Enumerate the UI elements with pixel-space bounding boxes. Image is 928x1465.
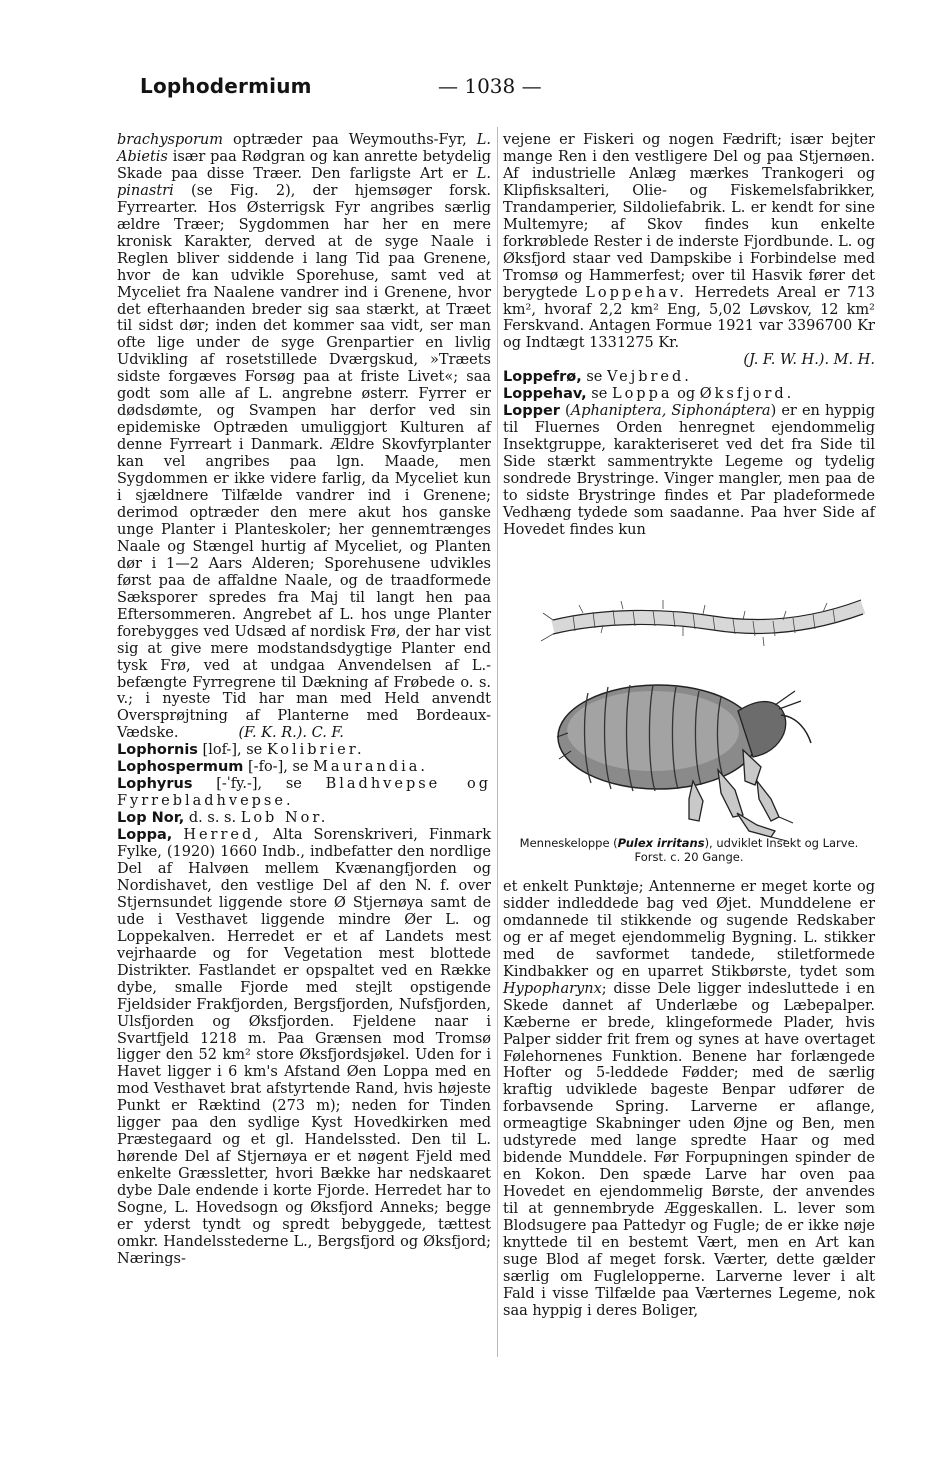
headword: Loppehav,	[503, 386, 587, 403]
header-keyword: Lophodermium	[140, 74, 312, 98]
entry-lophospermum	[117, 759, 491, 776]
entry-loppehav	[503, 386, 875, 403]
cross-reference[interactable]: Maurandia.	[313, 759, 428, 776]
species-name: L. Abietis	[117, 132, 491, 165]
text-run: (	[559, 403, 571, 420]
page-number: — 1038 —	[438, 74, 542, 98]
caption-text: ), udviklet Insekt og Larve. Forst. c. 20 Gange.	[634, 836, 859, 864]
left-column	[117, 132, 491, 1268]
loppa-continuation	[503, 132, 875, 352]
headword: Lop Nor,	[117, 810, 185, 827]
column-divider	[497, 127, 498, 1357]
text-run: ; disse Dele ligger indesluttede i en Skede dannet af Underlæbe og Læbepalper. Kæberne er brede, klingeformede Plader, hvis Palper sidder frit frem og synes at have overtaget Følehornenes Funktion. Benene har forlængede Hofter og 5-leddede Fødder; med de særlig kraftig udviklede bageste Benpar udfører de forbavsende Spring. Larverne er aflange, ormeagtige Skabninger uden Øjne og Ben, men udstyrede med lange spredte Haar og med bidende Munddele. Før Forpupningen spinder de en Kokon. Den spæde Larve har oven paa Hovedet en ejendommelig Børste, der anvendes til at gennembryde Æggeskallen. L. lever som Blodsugere paa Pattedyr og Fugle; de er ikke nøje knyttede til en bestemt Vært, men en Art kan suge Blod af meget forsk. Værter, dette gælder særlig om Fuglelopperne. Larverne lever i alt Fald i visse Tilfælde paa Værternes Legeme, nok saa hyppig i deres Boliger,	[503, 980, 875, 1319]
text-run: [-fo-], se	[243, 759, 314, 776]
text-run: især paa Rødgran og kan anrette betydelig Skade paa disse Træer. Den farligste Art er	[117, 148, 491, 182]
latin-name: Aphaniptera, Siphonáptera	[570, 403, 771, 420]
caption-latin-name: Pulex irritans	[617, 836, 705, 850]
running-header	[0, 70, 928, 106]
entry-lophyrus	[117, 776, 491, 810]
adult-flea-drawing	[557, 685, 811, 841]
lophodermium-continuation	[117, 132, 491, 742]
author-signature	[503, 352, 875, 369]
headword: Loppa,	[117, 827, 173, 844]
figure-caption	[503, 836, 875, 864]
entry-lophornis	[117, 742, 491, 759]
latin-name: Hypopharynx	[503, 980, 602, 997]
larva-drawing	[541, 600, 863, 646]
headword: Lophornis	[117, 742, 198, 759]
entry-lop-nor	[117, 810, 491, 827]
caption-text: Menneskeloppe (	[519, 836, 618, 850]
text-run: Herredets Areal er 713 km², hvoraf 2,2 km² Eng, 5,02 Løvskov, 12 km² Ferskvand. Antagen Formue 1921 var 3396700 Kr og Indtægt 1331275 Kr.	[503, 284, 875, 352]
cross-reference[interactable]: Øksfjord.	[699, 386, 795, 403]
author-signature: (F. K. R.). C. F.	[238, 725, 344, 742]
entry-loppa	[117, 827, 491, 1268]
text-run: [lof-], se	[197, 742, 267, 759]
text-run: og	[672, 386, 700, 403]
cross-reference[interactable]: Lob Nor.	[240, 810, 329, 827]
lopper-continuation	[503, 879, 875, 1320]
species-name: L. pinastri	[117, 165, 491, 199]
text-run: (se Fig. 2), der hjemsøger forsk. Fyrrearter. Hos Østerrigsk Fyr angribes særlig ældre Træer; Sygdommen har her en mere kronisk Karakter, derved at de syge Naale i Reglen bliver siddende i lang Tid paa Grenene, hvor de kan udvikle Sporehuse, samt ved at Myceliet fra Naalene vandrer ind i Grenene, hvor det efterhaanden breder sig saa stærkt, at Træet til sidst dør; inden det kommer saa vidt, ser man ofte lige under de syge Grenpartier en livlig Udvikling af rosetstillede Dværgskud, »Træets sidste forgæves Forsøg paa at friste Livet«; saa godt som alle af L. angrebne østerr. Fyrrer er dødsdømte, og Svampen har derfor ved sin epidemiske Optræden umuliggjort Kulturen af denne Fyrreart i Danmark. Ældre Skovfyrplanter kan vel angribes paa lgn. Maade, men Sygdommen er ikke videre farlig, da Myceliet kun i sjældnere Tilfælde vandrer ind i Grenene; derimod optræder den mere akut hos ganske unge Planter i Planteskoler; her gennemtrænges Naale og Stængel hurtig af Myceliet, og Planten dør i 1—2 Aars Alderen; Sporehusene udvikles først paa de affaldne Naale, og de traadformede Sæksporer spredes fra Maj til langt hen paa Eftersommeren. Angrebet af L. hos unge Planter forebygges ved Udsæd af nordisk Frø, der har vist sig at give mere modstandsdygtige Planter end tysk Frø, ved at undgaa Anvendelsen af L.-befængte Fyrregrene til Dækning af Frøbede o. s. v.; i nyeste Tid har man med Held anvendt Oversprøjtning af Planterne med Bordeaux-Vædske.	[117, 182, 491, 742]
cross-reference[interactable]: Loppa	[611, 386, 673, 403]
text-run: d. s. s.	[184, 810, 241, 827]
cross-reference[interactable]: Kolibrier.	[266, 742, 365, 759]
text-run: optræder paa Weymouths-Fyr,	[222, 132, 477, 148]
flea-illustration	[513, 585, 868, 843]
text-run: Alta Sorenskriveri, Finmark Fylke, (1920) 1660 Indb., indbefatter den nordlige Del af Halvøen mellem Kvænangfjorden og Nordishavet, den vestlige Del af den N. f. over Stjernsundet liggende store Ø Stjernøya samt de ude i Vesthavet liggende mindre Øer L. og Loppekalven. Herredet er et af Landets mest vejrhaarde og for Vegetation mest blottede Distrikter. Fastlandet er opspaltet ved en Række dybe, smalle Fjorde med stejlt opstigende Fjeldsider Frakfjorden, Bergsfjorden, Nufsfjorden, Ulsfjorden og Øksfjorden. Fjeldene naar i Svartfjeld 1218 m. Paa Grænsen mod Tromsø ligger den 52 km² store Øksfjordsjøkel. Uden for i Havet ligger i 6 km's Afstand Øen Loppa med en mod Vesthavet brat afstyrtende Rand, hvis højeste Punkt er Ræktind (273 m); neden for Tinden ligger paa den sydlige Kyst Hovedkirken med Præstegaard og et gl. Handelssted. Den til L. hørende Del af Stjernøya er et nøgent Fjeld med enkelte Græssletter, hvori Bække har nedskaaret dybe Dale endende i korte Fjorde. Herredet har to Sogne, L. Hovedsogn og Øksfjord Anneks; begge er yderst tyndt og spredt bebyggede, tættest omkr. Handelsstederne L., Bergsfjord og Øksfjord; Nærings-	[117, 827, 491, 1267]
cross-reference[interactable]: Loppehav.	[585, 284, 687, 301]
text-run: [-ˈfy.-], se	[192, 776, 326, 793]
headword: Lopper	[503, 403, 560, 420]
entry-loppefro	[503, 369, 875, 386]
spaced-term: Herred,	[183, 827, 262, 844]
headword: Lophyrus	[117, 776, 193, 793]
headword: Lophospermum	[117, 759, 244, 776]
right-column-bottom	[503, 879, 875, 1320]
entry-lopper	[503, 403, 875, 539]
text-run: et enkelt Punktøje; Antennerne er meget korte og sidder indleddede bag ved Øjet. Munddelene er omdannede til stikkende og sugende Redskaber og er af meget ejendommelig Bygning. L. stikker med de savformet tandede, stiletformede Kindbakker og en uparret Stikbørste, tydet som	[503, 879, 875, 980]
right-column-top	[503, 132, 875, 539]
text-run: se	[586, 386, 612, 403]
signature-text: (J. F. W. H.). M. H.	[743, 352, 875, 369]
headword: Loppefrø,	[503, 369, 582, 386]
cross-reference[interactable]: Bladhvepse og Fyrrebladhvepse.	[117, 776, 491, 810]
text-run: ) er en hyppig til Fluernes Orden henregnet ejendommelig Insektgruppe, karakteriseret ved det fra Side til Side stærkt sammentrykte Legeme og tydelig sondrede Brystringe. Vinger mangler, men paa de to sidste Brystringe findes et Par pladeformede Vedhæng tydede som saadanne. Paa hver Side af Hovedet findes kun	[503, 403, 875, 538]
text-run: vejene er Fiskeri og nogen Fædrift; især bejter mange Ren i den vestligere Del og paa Stjernøen. Af industrielle Anlæg mærkes Trankogeri og Klipfisksalteri, Olie- og Fiskemelsfabrikker, Trandamperier, Sildoliefabrik. L. er kendt for sine Multemyre; af Skov findes kun enkelte forkrøblede Rester i de inderste Fjordbunde. L. og Øksfjord staar ved Dampskibe i Forbindelse med Tromsø og Hammerfest; over til Hasvik fører det berygtede	[503, 132, 875, 301]
text-run: se	[581, 369, 607, 386]
species-name: brachysporum	[117, 132, 223, 148]
cross-reference[interactable]: Vejbred.	[606, 369, 692, 386]
